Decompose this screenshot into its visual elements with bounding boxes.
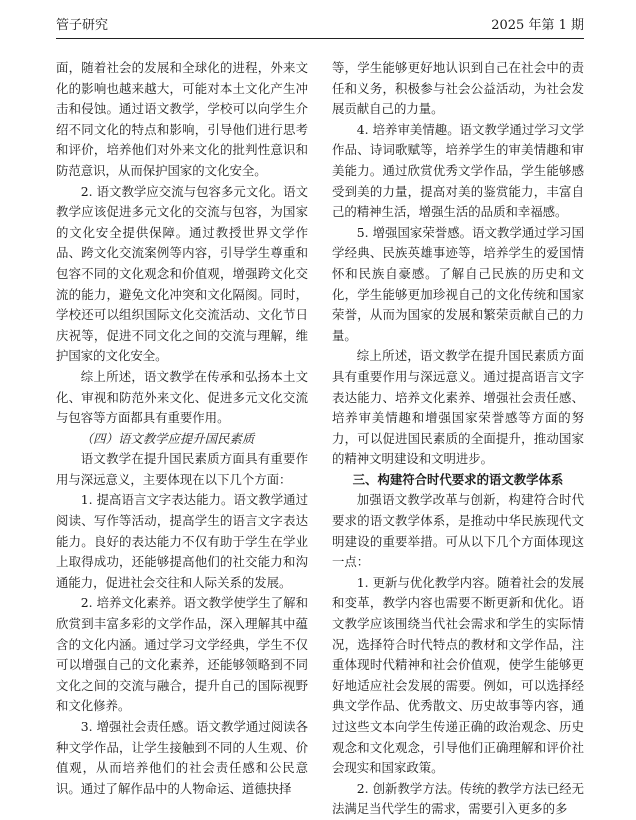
right-paragraph: 4. 培养审美情趣。语文教学通过学习文学作品、诗词歌赋等，培养学生的审美情趣和审美能力。通过欣赏优秀文学作品，学生能够感受到美的力量，提高对美的鉴赏能力，丰富自己的精神生活，增强生活的品质和幸福感。 xyxy=(332,121,584,220)
issue-number: 2025 年第 1 期 xyxy=(491,18,584,33)
right-column xyxy=(332,58,584,820)
left-continued-paragraph: 面，随着社会的发展和全球化的进程，外来文化的影响也越来越大，可能对本土文化产生冲击和侵蚀。通过语文教学，学校可以向学生介绍不同文化的特点和影响，引导他们进行思考和评价，培养他们对外来文化的批判性意识和防范意识，从而保护国家的文化安全。 xyxy=(56,60,308,178)
left-column xyxy=(56,58,308,799)
right-continued-paragraph: 等，学生能够更好地认识到自己在社会中的责任和义务，积极参与社会公益活动，为社会发展贡献自己的力量。 xyxy=(332,60,584,117)
running-header xyxy=(56,14,584,39)
left-paragraph: 语文教学在提升国民素质方面具有重要作用与深远意义，主要体现在以下几个方面： xyxy=(56,451,308,487)
right-paragraph: 5. 增强国家荣誉感。语文教学通过学习国学经典、民族英雄事迹等，培养学生的爱国情怀和民族自豪感。了解自己民族的历史和文化，学生能够更加珍视自己的文化传统和国家荣誉，从而为国家的发展和繁荣贡献自己的力量。 xyxy=(332,224,584,343)
journal-title: 管子研究 xyxy=(56,18,109,33)
left-paragraph: 3. 增强社会责任感。语文教学通过阅读各种文学作品，让学生接触到不同的人生观、价值观，从而培养他们的社会责任感和公民意识。通过了解作品中的人物命运、道德抉择 xyxy=(56,719,308,796)
right-paragraph: 2. 创新教学方法。传统的教学方法已经无法满足当代学生的需求，需要引入更多的多 xyxy=(332,780,584,817)
left-paragraph: 2. 培养文化素养。语文教学使学生了解和欣赏到丰富多彩的文学作品，深入理解其中蕴含的文化内涵。通过学习文学经典，学生不仅可以增强自己的文化素养，还能够领略到不同文化之间的交流与融合，提升自己的国际视野和文化修养。 xyxy=(56,595,308,714)
right-paragraph: 综上所述，语文教学在提升国民素质方面具有重要作用与深远意义。通过提高语言文字表达能力、培养文化素养、增强社会责任感、培养审美情趣和增强国家荣誉感等方面的努力，可以促进国民素质的全面提升，推动国家的精神文明建设和文明进步。 xyxy=(332,348,584,467)
right-paragraph: 加强语文教学改革与创新，构建符合时代要求的语文教学体系，是推动中华民族现代文明建设的重要举措。可从以下几个方面体现这一点： xyxy=(332,492,584,570)
left-paragraph: 2. 语文教学应交流与包容多元文化。语文教学应该促进多元文化的交流与包容，为国家的文化安全提供保障。通过教授世界文学作品、跨文化交流案例等内容，引导学生尊重和包容不同的文化观念和价值观，增强跨文化交流的能力，避免文化冲突和文化隔阂。同时，学校还可以组织国际文化交流活动、文化节日庆祝等，促进不同文化之间的交流与理解，维护国家的文化安全。 xyxy=(56,183,308,364)
left-paragraph: 综上所述，语文教学在传承和弘扬本土文化、审视和防范外来文化、促进多元文化交流与包容等方面都具有重要作用。 xyxy=(56,368,308,426)
left-paragraph: 1. 提高语言文字表达能力。语文教学通过阅读、写作等活动，提高学生的语言文字表达能力。良好的表达能力不仅有助于学生在学业上取得成功，还能够提高他们的社交能力和沟通能力，促进社会交往和人际关系的发展。 xyxy=(56,492,308,590)
right-paragraph: 1. 更新与优化教学内容。随着社会的发展和变革，教学内容也需要不断更新和优化。语文教学应该围绕当代社会需求和学生的实际情况，选择符合时代特点的教材和文学作品，注重体现时代精神和社会价值观，使学生能够更好地适应社会发展的需要。例如，可以选择经典文学作品、优秀散文、历史故事等内容，通过这些文本向学生传递正确的政治观念、历史观念和文化观念，引导他们正确理解和评价社会现实和国家政策。 xyxy=(332,574,584,776)
right-section-heading: 三、构建符合时代要求的语文教学体系 xyxy=(352,471,564,487)
left-subsection-heading: （四）语文教学应提升国民素质 xyxy=(80,430,255,446)
